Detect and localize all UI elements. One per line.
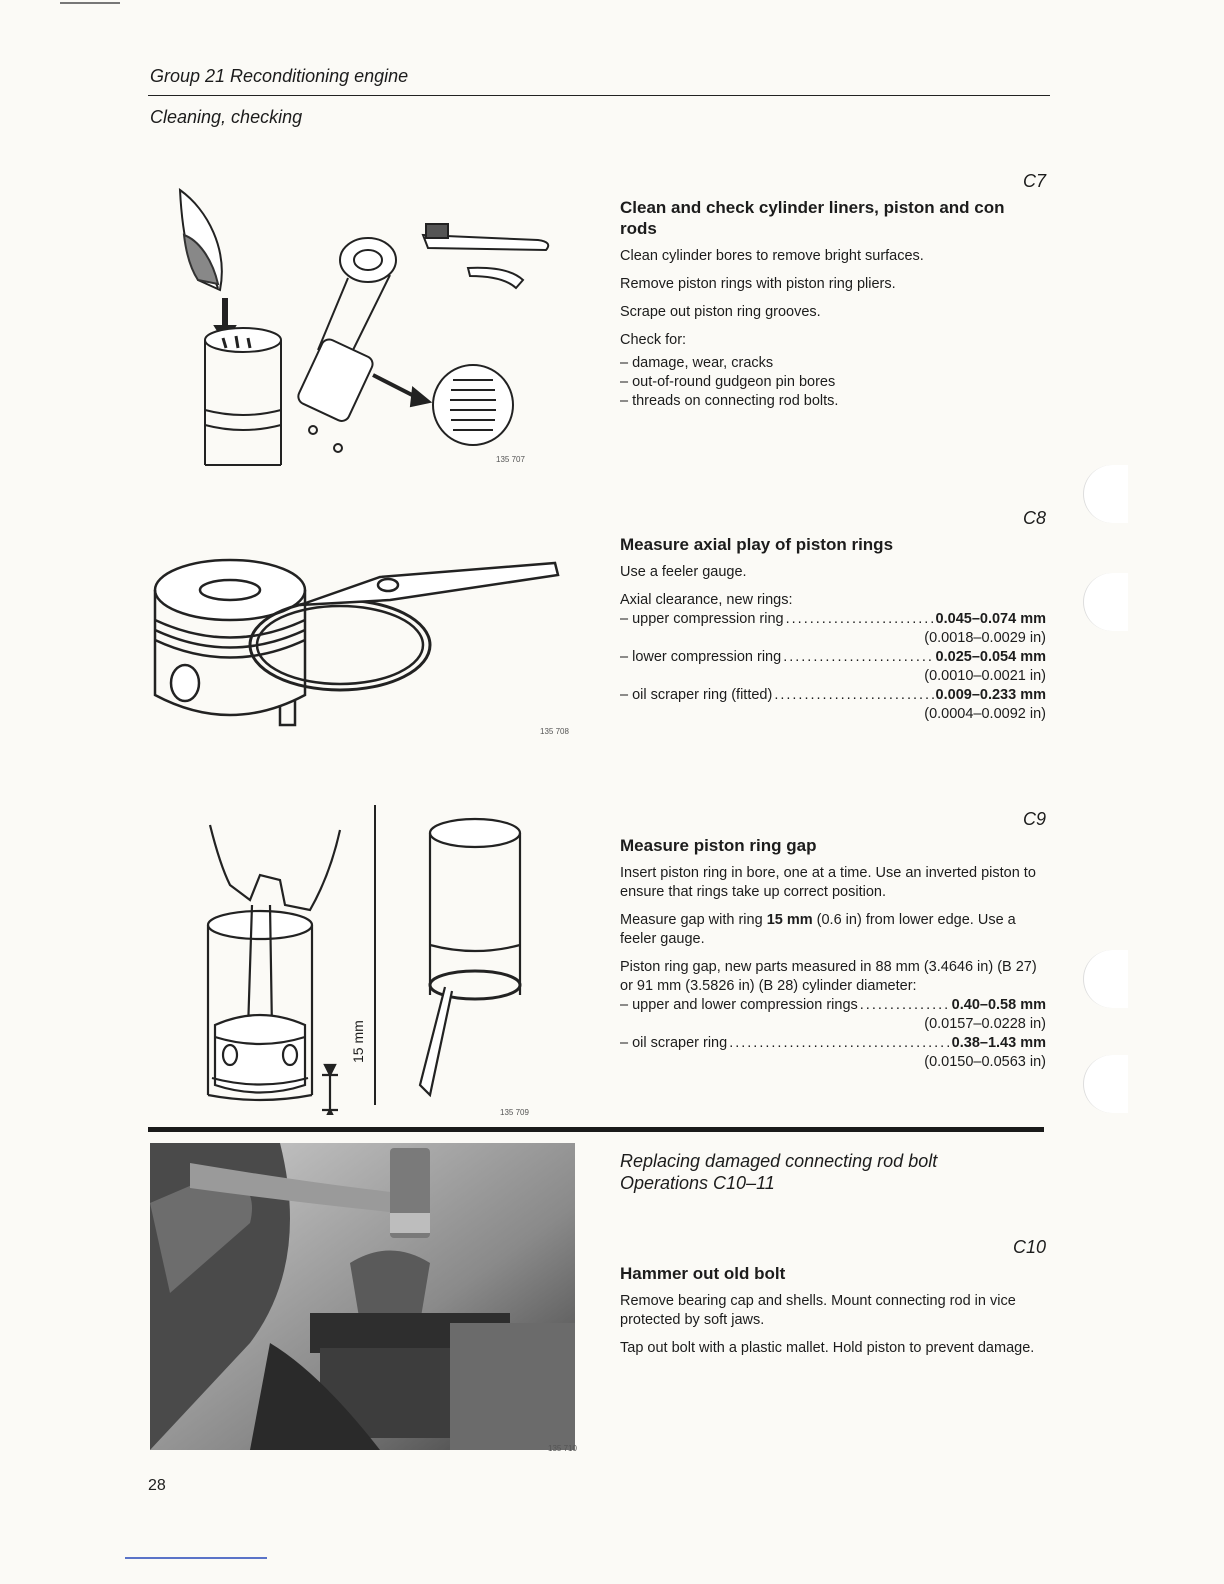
- spec-value: 0.38–1.43 mm: [951, 1035, 1046, 1051]
- figure-id: 135 707: [496, 455, 525, 464]
- section-title: Measure piston ring gap: [620, 836, 817, 855]
- spec-row: [620, 686, 1046, 705]
- instruction-text: Check for:: [620, 332, 687, 348]
- binder-tab: [1083, 465, 1128, 523]
- figure-id: 135 709: [500, 1108, 529, 1117]
- instruction-text: Scrape out piston ring grooves.: [620, 304, 821, 320]
- spec-value: 0.025–0.054 mm: [935, 649, 1046, 665]
- spec-imperial: (0.0010–0.0021 in): [924, 668, 1046, 684]
- spec-imperial: (0.0150–0.0563 in): [924, 1054, 1046, 1070]
- list-item: – damage, wear, cracks: [620, 355, 774, 371]
- section-subtitle: Cleaning, checking: [150, 107, 303, 127]
- instruction-text: Axial clearance, new rings:: [620, 592, 793, 608]
- section-title: Clean and check cylinder liners, piston and con rods: [620, 198, 1005, 238]
- spec-label: – oil scraper ring (fitted): [620, 687, 773, 703]
- section-c9: [620, 810, 1046, 1072]
- subsection-heading: Replacing damaged connecting rod bolt: [620, 1151, 938, 1171]
- section-code: C9: [1022, 809, 1046, 829]
- spec-value: 0.40–0.58 mm: [951, 997, 1046, 1013]
- piston-feeler-gauge-illustration: [150, 545, 570, 735]
- spec-label: – upper compression ring: [620, 611, 784, 627]
- hammer-photo: [150, 1143, 575, 1450]
- spec-label: – lower compression ring: [620, 649, 782, 665]
- binder-tab: [1083, 1055, 1128, 1113]
- header-rule: [148, 95, 1050, 96]
- spec-value: 0.009–0.233 mm: [935, 687, 1046, 703]
- instruction-text: Piston ring gap, new parts measured in 88 mm (3.4646 in) (B 27) or 91 mm (3.5826 in) (B 28) cylinder diameter:: [620, 959, 1037, 994]
- instruction-text: Remove bearing cap and shells. Mount connecting rod in vice protected by soft jaws.: [620, 1293, 1016, 1328]
- liner-piston-illustration: [168, 180, 568, 470]
- section-c7: [620, 172, 1046, 411]
- instruction-text: Insert piston ring in bore, one at a time. Use an inverted piston to ensure that rings take up correct position.: [620, 865, 1036, 900]
- instruction-text: Clean cylinder bores to remove bright surfaces.: [620, 248, 924, 264]
- ring-gap-illustration: [190, 805, 560, 1115]
- spec-row: [620, 1034, 1046, 1053]
- figure-id: 135 710: [548, 1444, 577, 1453]
- check-list: [620, 354, 1046, 411]
- scan-mark: [60, 2, 120, 4]
- instruction-text: Measure gap with ring 15 mm (0.6 in) from lower edge. Use a feeler gauge.: [620, 912, 1016, 947]
- section-title: Measure axial play of piston rings: [620, 535, 894, 554]
- list-item: – threads on connecting rod bolts.: [620, 393, 839, 409]
- group-header: Group 21 Reconditioning engine: [150, 66, 409, 86]
- section-divider: [148, 1127, 1044, 1132]
- spec-row: [620, 610, 1046, 629]
- spec-row: [620, 996, 1046, 1015]
- list-item: – out-of-round gudgeon pin bores: [620, 374, 836, 390]
- spec-label: – upper and lower compression rings: [620, 997, 858, 1013]
- dimension-label: 15 mm: [350, 1020, 366, 1063]
- instruction-text: Remove piston rings with piston ring pliers.: [620, 276, 896, 292]
- instruction-text: Tap out bolt with a plastic mallet. Hold piston to prevent damage.: [620, 1340, 1035, 1356]
- instruction-text: Use a feeler gauge.: [620, 564, 747, 580]
- section-code: C10: [1012, 1237, 1046, 1257]
- figure-id: 135 708: [540, 727, 569, 736]
- binder-tab: [1083, 950, 1128, 1008]
- binder-tab: [1083, 573, 1128, 631]
- section-code: C7: [1022, 171, 1046, 191]
- page-number: 28: [148, 1477, 166, 1494]
- spec-imperial: (0.0157–0.0228 in): [924, 1016, 1046, 1032]
- scan-mark: [125, 1557, 267, 1559]
- spec-imperial: (0.0004–0.0092 in): [924, 706, 1046, 722]
- section-code: C8: [1022, 508, 1046, 528]
- section-replace: [620, 1150, 1046, 1194]
- section-c10: [620, 1238, 1046, 1367]
- section-title: Hammer out old bolt: [620, 1264, 786, 1283]
- measure-value: 15 mm: [766, 912, 813, 928]
- spec-label: – oil scraper ring: [620, 1035, 728, 1051]
- spec-value: 0.045–0.074 mm: [935, 611, 1046, 627]
- spec-imperial: (0.0018–0.0029 in): [924, 630, 1046, 646]
- section-c8: [620, 509, 1046, 724]
- subsection-heading: Operations C10–11: [620, 1173, 775, 1193]
- spec-row: [620, 648, 1046, 667]
